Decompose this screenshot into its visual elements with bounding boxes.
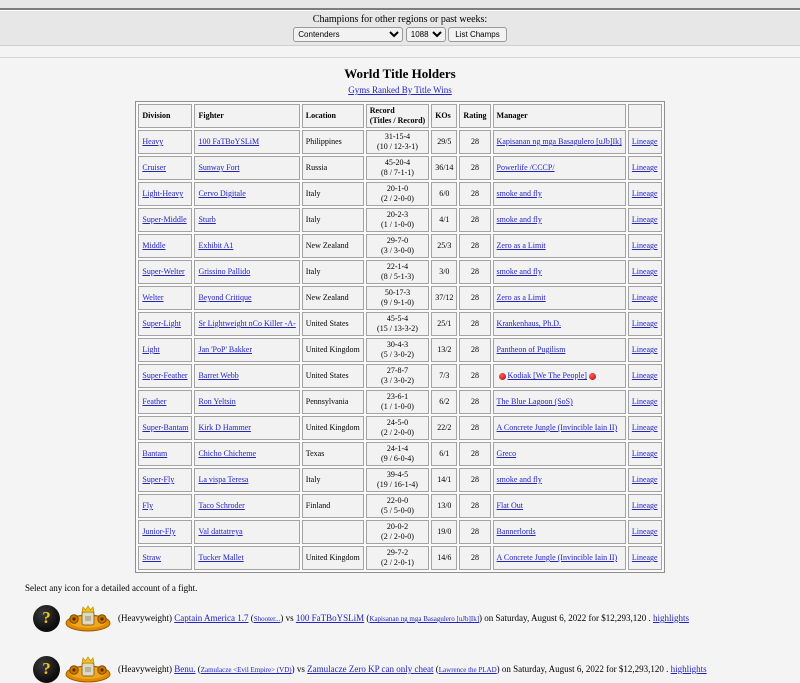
gym2-link[interactable]: Lawrence the PLAD <box>438 666 497 674</box>
manager-link[interactable]: A Concrete Jungle (Invincible Iain II) <box>496 423 618 432</box>
table-row <box>138 312 661 336</box>
fighter1-link[interactable]: Benu. <box>174 664 196 674</box>
record-titles-line: (2 / 2-0-0) <box>381 428 414 437</box>
table-row <box>138 182 661 206</box>
kos-text: 14/1 <box>437 475 452 484</box>
question-icon[interactable]: ? <box>33 605 60 632</box>
fighter-link[interactable]: Sunway Fort <box>198 163 240 172</box>
fighter-link[interactable]: Ron Yeltsin <box>198 397 236 406</box>
division-link[interactable]: Fly <box>142 501 154 510</box>
lineage-link[interactable]: Lineage <box>631 319 658 328</box>
record-titles-line: (2 / 2-0-1) <box>381 558 414 567</box>
kos-text: 6/1 <box>439 449 450 458</box>
fighter-link[interactable]: Tucker Mallet <box>198 553 244 562</box>
lineage-link[interactable]: Lineage <box>631 501 658 510</box>
record-line: 24-5-0 <box>386 418 409 427</box>
top-horizontal-rule <box>0 8 800 11</box>
table-header-row <box>138 104 661 128</box>
table-row <box>138 364 661 388</box>
question-icon[interactable]: ? <box>33 656 60 683</box>
fighter-link[interactable]: Exhibit A1 <box>198 241 234 250</box>
fighter-link[interactable]: La vispa Teresa <box>198 475 249 484</box>
manager-link[interactable]: Bannerlords <box>496 527 536 536</box>
lineage-link[interactable]: Lineage <box>631 553 658 562</box>
vs-label: vs <box>296 664 305 674</box>
location-text: Texas <box>305 449 325 458</box>
location-text: New Zealand <box>305 293 349 302</box>
record-line: 27-8-7 <box>386 366 409 375</box>
region-select[interactable] <box>293 27 403 42</box>
record-line: 24-1-4 <box>386 444 409 453</box>
division-link[interactable]: Bantam <box>142 449 168 458</box>
rating-text: 28 <box>470 189 479 198</box>
title-holders-table <box>135 101 664 573</box>
kos-text: 13/0 <box>437 501 452 510</box>
record-titles-line: (8 / 5-1-3) <box>381 272 414 281</box>
lineage-link[interactable]: Lineage <box>631 449 658 458</box>
gym2-link[interactable]: Kapisanan ng mga Basagulero [uJb]Ik] <box>369 615 480 623</box>
manager-link[interactable]: Kapisanan ng mga Basagulero [uJb]Ik] <box>496 137 622 146</box>
lineage-link[interactable]: Lineage <box>631 267 658 276</box>
highlights-link[interactable]: highlights <box>652 613 689 623</box>
week-select[interactable] <box>406 27 446 42</box>
location-text: Pennsylvania <box>305 397 349 406</box>
header-kos: KOs <box>431 104 457 128</box>
table-row <box>138 468 661 492</box>
championship-belt-icon[interactable] <box>64 655 112 683</box>
fight-row-2 <box>33 655 800 683</box>
manager-link[interactable]: The Blue Lagoon (SoS) <box>496 397 573 406</box>
record-titles-line: (1 / 1-0-0) <box>381 402 414 411</box>
kos-text: 14/6 <box>437 553 452 562</box>
lineage-link[interactable]: Lineage <box>631 345 658 354</box>
record-line: 22-1-4 <box>386 262 409 271</box>
kos-text: 6/0 <box>439 189 450 198</box>
header-fighter: Fighter <box>194 104 299 128</box>
record-titles-line: (2 / 2-0-0) <box>381 194 414 203</box>
record-titles-line: (3 / 3-0-2) <box>381 376 414 385</box>
kos-text: 25/3 <box>437 241 452 250</box>
fight-date-text: on Saturday, August 6, 2022 for $12,293,120 . <box>501 664 669 674</box>
lineage-link[interactable]: Lineage <box>631 241 658 250</box>
rating-text: 28 <box>470 371 479 380</box>
fighter-link[interactable]: Val dattatreya <box>198 527 243 536</box>
weight-class-label: (Heavyweight) <box>118 613 172 623</box>
header-location: Location <box>302 104 364 128</box>
division-link[interactable]: Feather <box>142 397 167 406</box>
fight-text: (Heavyweight) Captain America 1.7 (Shooter...) vs 100 FaTBoYSLiM (Kapisanan ng mga Basagulero [uJb]Ik]) on Saturday, August 6, 2022 for $12,293,120 . highlights <box>118 613 689 623</box>
record-titles-line: (1 / 1-0-0) <box>381 220 414 229</box>
rating-text: 28 <box>470 319 479 328</box>
fighter-link[interactable]: Beyond Critique <box>198 293 252 302</box>
manager-link[interactable]: smoke and fly <box>496 189 542 198</box>
manager-link[interactable]: A Concrete Jungle (Invincible Iain II) <box>496 553 618 562</box>
table-row <box>138 130 661 154</box>
manager-link[interactable]: smoke and fly <box>496 475 542 484</box>
vs-label: vs <box>285 613 294 623</box>
gym1-link[interactable]: Shooter... <box>253 615 281 623</box>
location-text: Philippines <box>305 137 342 146</box>
record-titles-line: (2 / 2-0-0) <box>381 532 414 541</box>
header-manager: Manager <box>493 104 626 128</box>
lineage-link[interactable]: Lineage <box>631 189 658 198</box>
lineage-link[interactable]: Lineage <box>631 215 658 224</box>
rating-text: 28 <box>470 137 479 146</box>
header-lineage <box>628 104 662 128</box>
division-link[interactable]: Cruiser <box>142 163 166 172</box>
rating-text: 28 <box>470 449 479 458</box>
record-line: 39-4-5 <box>386 470 409 479</box>
fighter-link[interactable]: Jan 'PoP' Bakker <box>198 345 252 354</box>
kos-text: 4/1 <box>439 215 450 224</box>
rating-text: 28 <box>470 345 479 354</box>
record-titles-line: (5 / 5-0-0) <box>381 506 414 515</box>
kos-text: 29/5 <box>437 137 452 146</box>
header-division: Division <box>138 104 192 128</box>
record-titles-line: (5 / 3-0-2) <box>381 350 414 359</box>
kos-text: 13/2 <box>437 345 452 354</box>
division-link[interactable]: Junior-Fly <box>142 527 176 536</box>
manager-link[interactable]: Greco <box>496 449 517 458</box>
manager-link[interactable]: smoke and fly <box>496 215 542 224</box>
location-text: Russia <box>305 163 328 172</box>
rating-text: 28 <box>470 267 479 276</box>
fighter-link[interactable]: Barret Webb <box>198 371 239 380</box>
division-link[interactable]: Welter <box>142 293 164 302</box>
fight-date-text: on Saturday, August 6, 2022 for $12,293,120 . <box>484 613 651 623</box>
rating-text: 28 <box>470 163 479 172</box>
record-titles-line: (15 / 13-3-2) <box>377 324 418 333</box>
record-line: 22-0-0 <box>386 496 409 505</box>
fighter-link[interactable]: Cervo Digitale <box>198 189 246 198</box>
manager-link[interactable]: Powerlife /CCCP/ <box>496 163 555 172</box>
rating-text: 28 <box>470 553 479 562</box>
record-titles-line: (8 / 7-1-1) <box>381 168 414 177</box>
kos-text: 36/14 <box>435 163 454 172</box>
fighter-link[interactable]: Kirk D Hammer <box>198 423 251 432</box>
fighter-link[interactable]: Chicho Chicheme <box>198 449 256 458</box>
fighter1-link[interactable]: Captain America 1.7 <box>174 613 249 623</box>
table-row <box>138 208 661 232</box>
lineage-link[interactable]: Lineage <box>631 371 658 380</box>
fight-text: (Heavyweight) Benu. (Zamulacze <Evil Empire> (VD)) vs Zamulacze Zero KP can only cheat (Lawrence the PLAD) on Saturday, August 6, 2022 for $12,293,120 . highlights <box>118 664 707 674</box>
rating-text: 28 <box>470 475 479 484</box>
division-link[interactable]: Super-Welter <box>142 267 185 276</box>
location-text: United Kingdom <box>305 423 360 432</box>
division-link[interactable]: Super-Bantam <box>142 423 189 432</box>
lineage-link[interactable]: Lineage <box>631 423 658 432</box>
table-row <box>138 390 661 414</box>
rating-text: 28 <box>470 397 479 406</box>
table-row <box>138 234 661 258</box>
rating-text: 28 <box>470 501 479 510</box>
record-titles-line: (9 / 9-1-0) <box>381 298 414 307</box>
record-titles-line: (9 / 6-0-4) <box>381 454 414 463</box>
location-text: Italy <box>305 267 321 276</box>
kos-text: 3/0 <box>439 267 450 276</box>
table-row <box>138 416 661 440</box>
title-holders-body <box>138 130 661 570</box>
rating-text: 28 <box>470 423 479 432</box>
fighter2-link[interactable]: 100 FaTBoYSLiM <box>295 613 365 623</box>
manager-link[interactable]: smoke and fly <box>496 267 542 276</box>
weight-class-label: (Heavyweight) <box>118 664 172 674</box>
record-line: 31-15-4 <box>384 132 411 141</box>
record-titles-line: (19 / 16-1-4) <box>377 480 418 489</box>
division-link[interactable]: Heavy <box>142 137 164 146</box>
record-line: 23-6-1 <box>386 392 409 401</box>
fighter-link[interactable]: Taco Schroder <box>198 501 245 510</box>
division-link[interactable]: Super-Light <box>142 319 181 328</box>
header-rating: Rating <box>459 104 490 128</box>
manager-link[interactable]: Kodiak [We The People] <box>507 371 587 380</box>
fight-instruction: Select any icon for a detailed account of a fight. <box>25 583 198 593</box>
rating-text: 28 <box>470 527 479 536</box>
highlights-link[interactable]: highlights <box>670 664 707 674</box>
fight-row-1 <box>33 604 800 632</box>
division-link[interactable]: Super-Feather <box>142 371 188 380</box>
division-link[interactable]: Super-Fly <box>142 475 175 484</box>
lineage-link[interactable]: Lineage <box>631 137 658 146</box>
manager-link[interactable]: Flat Out <box>496 501 523 510</box>
kos-text: 25/1 <box>437 319 452 328</box>
top-band <box>0 0 800 46</box>
location-text: Italy <box>305 215 321 224</box>
record-line: 30-4-3 <box>386 340 409 349</box>
kos-text: 22/2 <box>437 423 452 432</box>
table-row <box>138 520 661 544</box>
location-text: Italy <box>305 189 321 198</box>
location-text: Italy <box>305 475 321 484</box>
record-line: 20-1-0 <box>386 184 409 193</box>
division-link[interactable]: Super-Middle <box>142 215 187 224</box>
division-link[interactable]: Light-Heavy <box>142 189 184 198</box>
division-link[interactable]: Middle <box>142 241 166 250</box>
fighter-link[interactable]: Sturb <box>198 215 216 224</box>
manager-link[interactable]: Pantheon of Pugilism <box>496 345 566 354</box>
table-row <box>138 286 661 310</box>
fighter-link[interactable]: Grissino Pallido <box>198 267 251 276</box>
manager-link[interactable]: Zero as a Limit <box>496 293 546 302</box>
record-line: 20-2-3 <box>386 210 409 219</box>
table-row <box>138 494 661 518</box>
location-text: Finland <box>305 501 331 510</box>
record-line: 45-5-4 <box>386 314 409 323</box>
record-line: 50-17-3 <box>384 288 411 297</box>
record-line: 20-0-2 <box>386 522 409 531</box>
record-titles-line: (10 / 12-3-1) <box>377 142 418 151</box>
kos-text: 6/2 <box>439 397 450 406</box>
fighter-link[interactable]: 100 FaTBoYSLiM <box>198 137 260 146</box>
red-dot-icon <box>499 373 506 380</box>
record-line: 29-7-2 <box>386 548 409 557</box>
gyms-ranked-link[interactable]: Gyms Ranked By Title Wins <box>348 85 452 95</box>
record-titles-line: (3 / 3-0-0) <box>381 246 414 255</box>
kos-text: 7/3 <box>439 371 450 380</box>
lineage-link[interactable]: Lineage <box>631 397 658 406</box>
division-link[interactable]: Straw <box>142 553 162 562</box>
champions-form <box>0 0 800 42</box>
lineage-link[interactable]: Lineage <box>631 293 658 302</box>
championship-belt-icon[interactable] <box>64 604 112 632</box>
rating-text: 28 <box>470 293 479 302</box>
table-row <box>138 546 661 570</box>
fighter2-link[interactable]: Zamulacze Zero KP can only cheat <box>307 664 434 674</box>
lineage-link[interactable]: Lineage <box>631 163 658 172</box>
kos-text: 37/12 <box>435 293 454 302</box>
champions-form-label: Champions for other regions or past weeks: <box>312 14 488 25</box>
location-text: United Kingdom <box>305 345 360 354</box>
lineage-link[interactable]: Lineage <box>631 475 658 484</box>
content-horizontal-rule <box>0 57 800 58</box>
record-line: 45-20-4 <box>384 158 411 167</box>
table-row <box>138 442 661 466</box>
table-row <box>138 156 661 180</box>
location-text: United Kingdom <box>305 553 360 562</box>
division-link[interactable]: Light <box>142 345 160 354</box>
table-row <box>138 338 661 362</box>
gym1-link[interactable]: Zamulacze <Evil Empire> (VD) <box>200 666 292 674</box>
rating-text: 28 <box>470 215 479 224</box>
page-title: World Title Holders <box>344 66 456 81</box>
manager-link[interactable]: Zero as a Limit <box>496 241 546 250</box>
lineage-link[interactable]: Lineage <box>631 527 658 536</box>
header-record: Record (Titles / Record) <box>366 104 429 128</box>
kos-text: 19/0 <box>437 527 452 536</box>
record-line: 29-7-0 <box>386 236 409 245</box>
fighter-link[interactable]: Sr Lightweight nCo Killer -A- <box>198 319 296 328</box>
red-dot-icon <box>589 373 596 380</box>
location-text: United States <box>305 319 349 328</box>
rating-text: 28 <box>470 241 479 250</box>
list-champs-button[interactable]: List Champs <box>448 27 506 42</box>
location-text: New Zealand <box>305 241 349 250</box>
location-text: United States <box>305 371 349 380</box>
table-row <box>138 260 661 284</box>
manager-link[interactable]: Krankenhaus, Ph.D. <box>496 319 561 328</box>
